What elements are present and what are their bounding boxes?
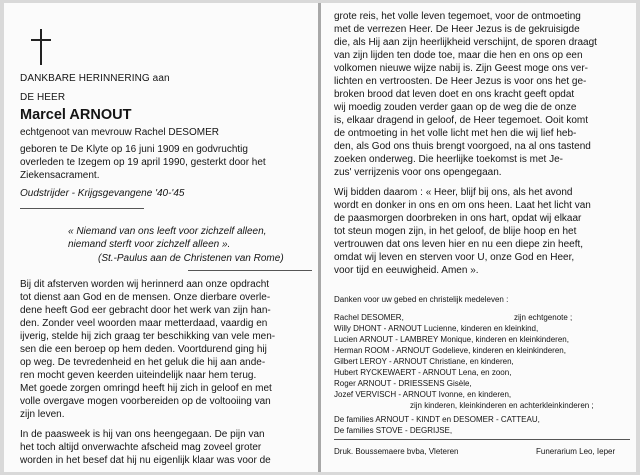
right-page	[324, 3, 636, 472]
divider	[20, 208, 144, 209]
cross-icon	[28, 29, 54, 65]
thanks-spouse: Rachel DESOMER,	[334, 313, 404, 322]
prayer-paragraph: Wij bidden daarom : « Heer, blijf bij ons, als het avond wordt en donker in ons en om ons heen. Laat het licht van de paasmorgen doorbreken in ons hart, opdat wij elkaar tot steun mogen zijn, in het geloof, de blije hoop en het vertrouwen dat ons leven hier en nu een diepe zin heeft, omdat wij leven en sterven voor U, onze God en Heer, voor tijd en eeuwigheid. Amen ».	[334, 187, 591, 276]
thanks-list: Willy DHONT - ARNOUT Lucienne, kinderen en kleinkind, Lucien ARNOUT - LAMBREY Monique, kinderen en kleinkinderen, Herman ROOM - ARNOUT Godelieve, kinderen en kleinkinderen, Gilbert LEROY - ARNOUT Christiane, en kinderen, Hubert RYCKEWAERT - ARNOUT Lena, en zoon, Roger ARNOUT - DRIESSENS Gisèle, Jozef VERVISCH - ARNOUT Ivonne, en kinderen,	[334, 324, 569, 399]
deceased-name: Marcel ARNOUT	[20, 107, 132, 123]
divider	[188, 270, 312, 271]
printer-credit: Druk. Boussemaere bvba, Vleteren	[334, 447, 459, 456]
card-fold	[318, 3, 321, 472]
divider	[334, 439, 630, 440]
quote: « Niemand van ons leeft voor zichzelf alleen, niemand sterft voor zichzelf alleen ».	[68, 226, 267, 250]
remembrance-header: DANKBARE HERINNERING aan	[20, 73, 170, 84]
thanks-header: Danken voor uw gebed en christelijk medeleven :	[334, 295, 509, 304]
left-page	[4, 3, 316, 472]
easter-paragraph: In de paasweek is hij van ons heengegaan. De pijn van het toch altijd onverwachte afscheid mag zoveel groter worden in het besef dat hij nu eigenlijk klaar was voor de	[20, 429, 271, 466]
funeral-home-credit: Funerarium Leo, Ieper	[536, 447, 616, 456]
quote-source: (St.-Paulus aan de Christenen van Rome)	[98, 253, 284, 264]
birth-death-text: geboren te De Klyte op 16 juni 1909 en godvruchtig overleden te Izegem op 19 april 1990, gesterkt door het Ziekensacrament.	[20, 144, 266, 181]
thanks-spouse-relation: zijn echtgenote ;	[514, 313, 573, 322]
tribute-paragraph: Bij dit afsterven worden wij herinnerd aan onze opdracht tot dienst aan God en de mensen. Onze dierbare overle- dene heeft God eer gebracht door het werk van zijn han- den. Zonder veel woorden maar metterdaad, vaardig en ijverig, stelde hij zich graag ter beschikking van vele men- sen die een beroep op hem deden. Voortdurend ging hij op weg. De tevredenheid en het geluk die hij aan ande- ren mocht geven keerden uiteindelijk naar hem terug. Met goede zorgen omringd heeft hij zich in geloof en met volle overgave mogen voorbereiden op de voltooiing van zijn leven.	[20, 279, 276, 420]
title-prefix: DE HEER	[20, 92, 66, 103]
memorial-card	[4, 3, 636, 472]
thanks-summary: zijn kinderen, kleinkinderen en achterkleinkinderen ;	[410, 401, 594, 410]
veteran-status: Oudstrijder - Krijgsgevangene '40-'45	[20, 188, 185, 199]
faith-paragraph: grote reis, het volle leven tegemoet, voor de ontmoeting met de verrezen Heer. De Heer Jezus is de gekruisigde die, als Hij aan zijn heerlijkheid verschijnt, de sporen draagt van zijn lijden ten dode toe, maar die hen en ons op een volkomen nieuwe wijze nabij is. Zijn Geest moge ons ver- lichten en vertroosten. De Heer Jezus is voor ons het ge- broken brood dat leven doet en ons kracht geeft opdat wij moedig zouden verder gaan op de weg die de onze is, elkaar dragend in geloof, de Heer tegemoet. Ooit komt de ontmoeting in het volle licht met hen die wij lief heb- den, als God ons thuis brengt voorgoed, na al ons tastend zoeken onderweg. Die heerlijke toekomst is met Je- zus' verrijzenis voor ons opengegaan.	[334, 11, 597, 178]
families-list: De families ARNOUT - KINDT en DESOMER - CATTEAU, De families STOVE - DEGRIJSE,	[334, 415, 540, 435]
spouse-line: echtgenoot van mevrouw Rachel DESOMER	[20, 127, 219, 138]
